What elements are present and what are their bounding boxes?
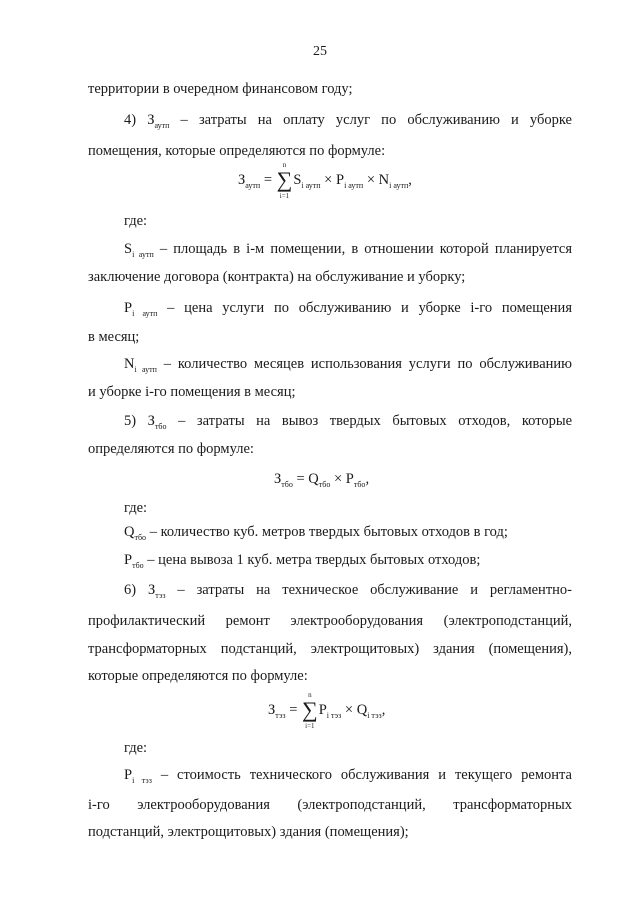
text-line: которые определяются по формуле:: [88, 668, 308, 684]
definition-p: $P_{i аутп}$ – цена услуги по обслуживанию и уборке i-го помещения: [124, 300, 572, 318]
definition-s: $S_{i аутп}$ – площадь в i-м помещении, в отношении которой планируется: [124, 241, 572, 259]
item-6-heading: 6) $З_{тэз}$ – затраты на техническое обслуживание и регламентно-: [124, 582, 572, 600]
text-line: в месяц;: [88, 329, 140, 345]
item-4-heading: 4) $З_{аутп}$ – затраты на оплату услуг по обслуживанию и уборке: [124, 112, 572, 130]
text-line: определяются по формуле:: [88, 441, 254, 457]
definition-p-tez: $P_{i тэз}$ – стоимость технического обслуживания и текущего ремонта: [124, 767, 572, 785]
text-line: и уборке i-го помещения в месяц;: [88, 384, 296, 400]
text-line: заключение договора (контракта) на обслуживание и уборку;: [88, 269, 466, 285]
where-label: где:: [124, 213, 148, 229]
formula-waste: $З_{тбо} = Q_{тбо} \times P_{тбо}$,: [274, 471, 370, 489]
text-line: помещения, которые определяются по формуле:: [88, 143, 386, 159]
item-5-heading: 5) $З_{тбо}$ – затраты на вывоз твердых бытовых отходов, которые: [124, 413, 573, 431]
definition-p-tbo: $P_{тбо}$ – цена вывоза 1 куб. метра твердых бытовых отходов;: [124, 552, 481, 570]
sum-symbol: n ∑ i=1: [302, 691, 318, 730]
sum-symbol: n ∑ i=1: [276, 161, 293, 200]
text-line: территории в очередном финансовом году;: [88, 81, 353, 97]
page-number: 25: [313, 44, 327, 59]
formula-cleaning: $З_{аутп}$ = n ∑ i=1 $S_{i аутп} \times P_{i аутп} \times N_{i аутп}$,: [238, 161, 412, 200]
definition-n: $N_{i аутп}$ – количество месяцев использования услуги по обслуживанию: [124, 356, 572, 374]
where-label: где:: [124, 500, 148, 516]
where-label: где:: [124, 740, 148, 756]
text-line: i-го электрооборудования (электроподстанций, трансформаторных: [88, 797, 572, 813]
definition-q: $Q_{тбо}$ – количество куб. метров твердых бытовых отходов в год;: [124, 524, 508, 542]
text-line: подстанций, электрощитовых) здания (помещения);: [88, 824, 409, 840]
text-line: профилактический ремонт электрооборудования (электроподстанций,: [88, 613, 572, 629]
text-line: трансформаторных подстанций, электрощитовых) здания (помещения),: [88, 641, 572, 657]
formula-electrical: $З_{тэз}$ = n ∑ i=1 $P_{i тэз} \times Q_{i тэз}$,: [268, 691, 386, 730]
